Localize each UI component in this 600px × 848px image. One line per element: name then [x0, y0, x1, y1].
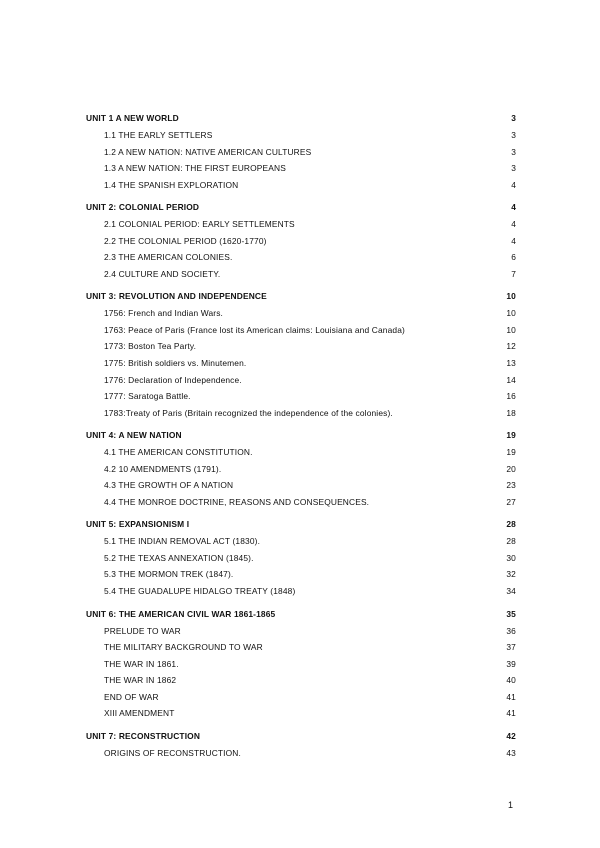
toc-entry-title: 1756: French and Indian Wars.	[104, 308, 224, 319]
toc-unit-heading[interactable]	[86, 516, 516, 533]
toc-unit-title: UNIT 1 A NEW WORLD	[86, 113, 179, 123]
toc-entry[interactable]	[86, 305, 516, 322]
toc-entry[interactable]	[86, 461, 516, 478]
toc-entry-page: 14	[506, 374, 516, 385]
toc-unit-heading[interactable]	[86, 288, 516, 305]
toc-entry-title: 1776: Declaration of Independence.	[104, 374, 242, 385]
toc-entry[interactable]	[86, 127, 516, 144]
toc-entry-page: 3	[511, 130, 516, 140]
toc-entry-title: PRELUDE TO WAR	[104, 625, 181, 636]
toc-entry[interactable]	[86, 494, 516, 511]
toc-entry-page: 10	[506, 324, 516, 335]
toc-entry-title: ORIGINS OF RECONSTRUCTION.	[104, 747, 241, 758]
toc-entry-page: 23	[506, 480, 516, 491]
toc-entry-page: 39	[506, 658, 516, 669]
toc-entry[interactable]	[86, 444, 516, 461]
toc-entry[interactable]	[86, 338, 516, 355]
toc-entry[interactable]	[86, 233, 516, 250]
toc-unit-page: 4	[511, 202, 516, 213]
toc-entry-page: 37	[506, 642, 516, 653]
toc-entry[interactable]	[86, 672, 516, 689]
toc-entry-title: 1.4 THE SPANISH EXPLORATION	[104, 179, 239, 190]
toc-entry-page: 3	[511, 163, 516, 174]
toc-entry[interactable]	[86, 249, 516, 266]
toc-entry-page: 30	[506, 552, 516, 563]
toc-unit-heading[interactable]	[86, 427, 516, 444]
toc-entry-title: THE WAR IN 1862	[104, 675, 177, 686]
toc-entry-page: 4	[511, 235, 516, 246]
toc-entry[interactable]	[86, 583, 516, 600]
toc-entry-page: 34	[506, 586, 516, 597]
toc-entry-title: 4.3 THE GROWTH OF A NATION	[104, 480, 234, 491]
toc-entry-title: 1.2 A NEW NATION: NATIVE AMERICAN CULTURES	[104, 146, 312, 157]
toc-entry-page: 7	[511, 268, 516, 279]
toc-entry-page: 10	[506, 308, 516, 319]
toc-unit-page: 35	[506, 608, 516, 619]
toc-entry-page: 20	[506, 463, 516, 474]
toc-entry-title: 1.1 THE EARLY SETTLERS	[104, 130, 213, 140]
page-number: 1	[508, 800, 514, 810]
toc-entry-page: 16	[506, 391, 516, 402]
toc-entry[interactable]	[86, 372, 516, 389]
toc-entry-page: 12	[506, 341, 516, 352]
toc-entry-page: 4	[511, 219, 516, 230]
toc-entry-title: 2.2 THE COLONIAL PERIOD (1620-1770)	[104, 235, 267, 246]
toc-entry[interactable]	[86, 477, 516, 494]
toc-entry-title: 2.1 COLONIAL PERIOD: EARLY SETTLEMENTS	[104, 219, 295, 230]
toc-entry-title: 4.4 THE MONROE DOCTRINE, REASONS AND CONSEQUENCES.	[104, 496, 370, 507]
toc-unit-title: UNIT 5: EXPANSIONISM I	[86, 519, 190, 530]
toc-entry-title: 1773: Boston Tea Party.	[104, 341, 197, 352]
toc-entry-title: 2.3 THE AMERICAN COLONIES.	[104, 252, 233, 263]
toc-entry-page: 6	[511, 252, 516, 263]
toc-entry-title: 1777: Saratoga Battle.	[104, 391, 191, 402]
toc-entry[interactable]	[86, 623, 516, 640]
toc-entry-title: 5.1 THE INDIAN REMOVAL ACT (1830).	[104, 536, 261, 547]
toc-unit-page: 42	[506, 730, 516, 741]
toc-entry[interactable]	[86, 405, 516, 422]
toc-entry[interactable]	[86, 639, 516, 656]
toc-entry[interactable]	[86, 656, 516, 673]
toc-entry-title: 4.2 10 AMENDMENTS (1791).	[104, 463, 222, 474]
toc-unit-title: UNIT 2: COLONIAL PERIOD	[86, 202, 200, 213]
toc-entry[interactable]	[86, 745, 516, 762]
toc-entry-page: 3	[511, 146, 516, 157]
toc-entry[interactable]	[86, 216, 516, 233]
toc-entry-title: XIII AMENDMENT	[104, 708, 175, 719]
toc-unit-title: UNIT 7: RECONSTRUCTION	[86, 730, 201, 741]
toc-entry[interactable]	[86, 266, 516, 283]
toc-entry-title: 5.4 THE GUADALUPE HIDALGO TREATY (1848)	[104, 586, 296, 597]
toc-entry[interactable]	[86, 566, 516, 583]
toc-entry-title: END OF WAR	[104, 691, 159, 702]
toc-entry[interactable]	[86, 355, 516, 372]
toc-entry-title: 2.4 CULTURE AND SOCIETY.	[104, 268, 221, 279]
toc-entry[interactable]	[86, 550, 516, 567]
toc-entry-page: 18	[506, 407, 516, 418]
toc-entry-page: 4	[511, 179, 516, 190]
toc-unit-page: 10	[506, 291, 516, 302]
toc-entry-page: 36	[506, 625, 516, 636]
toc-entry-page: 13	[506, 358, 516, 369]
toc-entry-page: 28	[506, 536, 516, 547]
toc-unit-title: UNIT 6: THE AMERICAN CIVIL WAR 1861-1865	[86, 608, 276, 619]
toc-entry-title: 1763: Peace of Paris (France lost its American claims: Louisiana and Canada)	[104, 324, 405, 335]
toc-entry-page: 43	[506, 747, 516, 758]
toc-unit-page: 28	[506, 519, 516, 530]
toc-entry-page: 19	[506, 447, 516, 458]
toc-entry-title: THE WAR IN 1861.	[104, 658, 179, 669]
toc-unit-page: 19	[506, 430, 516, 441]
toc-entry-title: 1.3 A NEW NATION: THE FIRST EUROPEANS	[104, 163, 286, 174]
toc-entry[interactable]	[86, 533, 516, 550]
toc-entry-title: THE MILITARY BACKGROUND TO WAR	[104, 642, 263, 653]
table-of-contents	[86, 110, 516, 761]
toc-unit-page: 3	[511, 113, 516, 123]
toc-entry-page: 41	[506, 708, 516, 719]
toc-entry[interactable]	[86, 144, 516, 161]
toc-entry[interactable]	[86, 388, 516, 405]
toc-entry-page: 32	[506, 569, 516, 580]
toc-entry[interactable]	[86, 160, 516, 177]
toc-unit-heading[interactable]	[86, 606, 516, 623]
toc-unit-heading[interactable]	[86, 199, 516, 216]
toc-entry-page: 41	[506, 691, 516, 702]
toc-entry-page: 40	[506, 675, 516, 686]
toc-entry[interactable]	[86, 689, 516, 706]
toc-unit-title: UNIT 4: A NEW NATION	[86, 430, 182, 441]
toc-entry-title: 4.1 THE AMERICAN CONSTITUTION.	[104, 447, 253, 458]
toc-entry-page: 27	[506, 496, 516, 507]
toc-unit-title: UNIT 3: REVOLUTION AND INDEPENDENCE	[86, 291, 267, 302]
toc-entry-title: 1783:Treaty of Paris (Britain recognized the independence of the colonies).	[104, 407, 393, 418]
toc-entry-title: 5.2 THE TEXAS ANNEXATION (1845).	[104, 552, 254, 563]
toc-entry[interactable]	[86, 177, 516, 194]
toc-entry[interactable]	[86, 705, 516, 722]
toc-unit-heading[interactable]	[86, 728, 516, 745]
toc-entry-title: 5.3 THE MORMON TREK (1847).	[104, 569, 234, 580]
toc-unit-heading[interactable]	[86, 110, 516, 127]
toc-entry[interactable]	[86, 322, 516, 339]
toc-entry-title: 1775: British soldiers vs. Minutemen.	[104, 358, 247, 369]
